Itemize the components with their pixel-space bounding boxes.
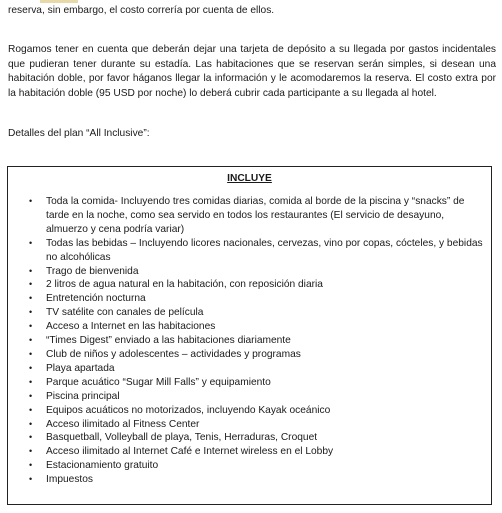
includes-list-item-text: Parque acuático “Sugar Mill Falls” y equipamiento (46, 376, 271, 388)
includes-list-item (29, 390, 486, 404)
bullet-icon: • (29, 237, 33, 248)
includes-list-item-text: Impuestos (46, 474, 93, 486)
paragraph-deposit-notice: Rogamos tener en cuenta que deberán dejar una tarjeta de depósito a su llegada por gastos incidentales que pudieran tener durante su estadía. Las habitaciones que se reservan serán simples, si desean una habitación doble, por favor háganos llegar la información y le acomodaremos la reserva. El costo extra por la habitación doble (95 USD por noche) lo deberá cubrir cada participante a su llegada al hotel. (8, 44, 496, 99)
includes-list-item-text: Acceso a Internet en las habitaciones (46, 321, 216, 333)
includes-list-item (29, 459, 486, 473)
includes-list (29, 195, 486, 487)
bullet-icon: • (29, 362, 33, 373)
includes-list-item (29, 418, 486, 432)
includes-list-item (29, 334, 486, 348)
includes-list-item-text: 2 litros de agua natural en la habitación, con reposición diaria (46, 279, 323, 291)
includes-list-item (29, 445, 486, 459)
bullet-icon: • (29, 293, 33, 304)
bullet-icon: • (29, 418, 33, 429)
includes-list-item-text: Basquetball, Volleyball de playa, Tenis, Herraduras, Croquet (46, 432, 318, 444)
includes-list-item (29, 265, 486, 279)
includes-list-item-text: Toda la comida- Incluyendo tres comidas diarias, comida al borde de la piscina y “snacks” de tarde en la noche, como sea servido en todos los restaurantes (El servicio de desayuno, almuerzo y cena podría variar) (46, 196, 465, 235)
bullet-icon: • (29, 321, 33, 332)
bullet-icon: • (29, 307, 33, 318)
bullet-icon: • (29, 432, 33, 443)
includes-list-item-text: Playa apartada (46, 362, 115, 374)
includes-list-item-text: TV satélite con canales de película (46, 307, 204, 319)
bullet-icon: • (29, 335, 33, 346)
includes-list-item (29, 362, 486, 376)
bullet-icon: • (29, 348, 33, 359)
bullet-icon: • (29, 376, 33, 387)
bullet-icon: • (29, 390, 33, 401)
includes-list-item (29, 237, 486, 265)
includes-box (7, 166, 492, 505)
includes-list-item-text: Entretención nocturna (46, 293, 146, 305)
bullet-icon: • (29, 474, 33, 485)
bullet-icon: • (29, 196, 33, 206)
includes-list-item (29, 306, 486, 320)
includes-list-item-text: Equipos acuáticos no motorizados, incluyendo Kayak oceánico (46, 404, 331, 416)
includes-list-item (29, 348, 486, 362)
includes-box-title: INCLUYE (227, 173, 272, 184)
includes-list-item-text: Trago de bienvenida (46, 265, 139, 277)
includes-list-item (29, 195, 486, 237)
includes-list-item-text: Acceso ilimitado al Fitness Center (46, 418, 200, 430)
paragraph-reserva: reserva, sin embargo, el costo correría por cuenta de ellos. (8, 5, 275, 16)
includes-list-item (29, 278, 486, 292)
page-edge-mark (40, 0, 78, 3)
includes-list-item (29, 292, 486, 306)
bullet-icon: • (29, 404, 33, 415)
includes-list-item-text: Todas las bebidas – Incluyendo licores nacionales, cervezas, vino por copas, cócteles, y bebidas no alcohólicas (46, 237, 483, 263)
includes-list-item (29, 473, 486, 487)
includes-list-item (29, 431, 486, 445)
includes-list-item-text: “Times Digest” enviado a las habitaciones diariamente (46, 335, 291, 347)
bullet-icon: • (29, 446, 33, 457)
paragraph-plan-details-heading: Detalles del plan “All Inclusive”: (8, 128, 150, 139)
bullet-icon: • (29, 460, 33, 471)
bullet-icon: • (29, 279, 33, 290)
includes-list-item (29, 404, 486, 418)
includes-list-item (29, 320, 486, 334)
includes-list-item (29, 376, 486, 390)
bullet-icon: • (29, 265, 33, 276)
includes-list-item-text: Acceso ilimitado al Internet Café e Internet wireless en el Lobby (46, 446, 334, 458)
includes-list-item-text: Club de niños y adolescentes – actividades y programas (46, 348, 301, 360)
includes-list-item-text: Estacionamiento gratuito (46, 460, 159, 472)
includes-list-item-text: Piscina principal (46, 390, 120, 402)
